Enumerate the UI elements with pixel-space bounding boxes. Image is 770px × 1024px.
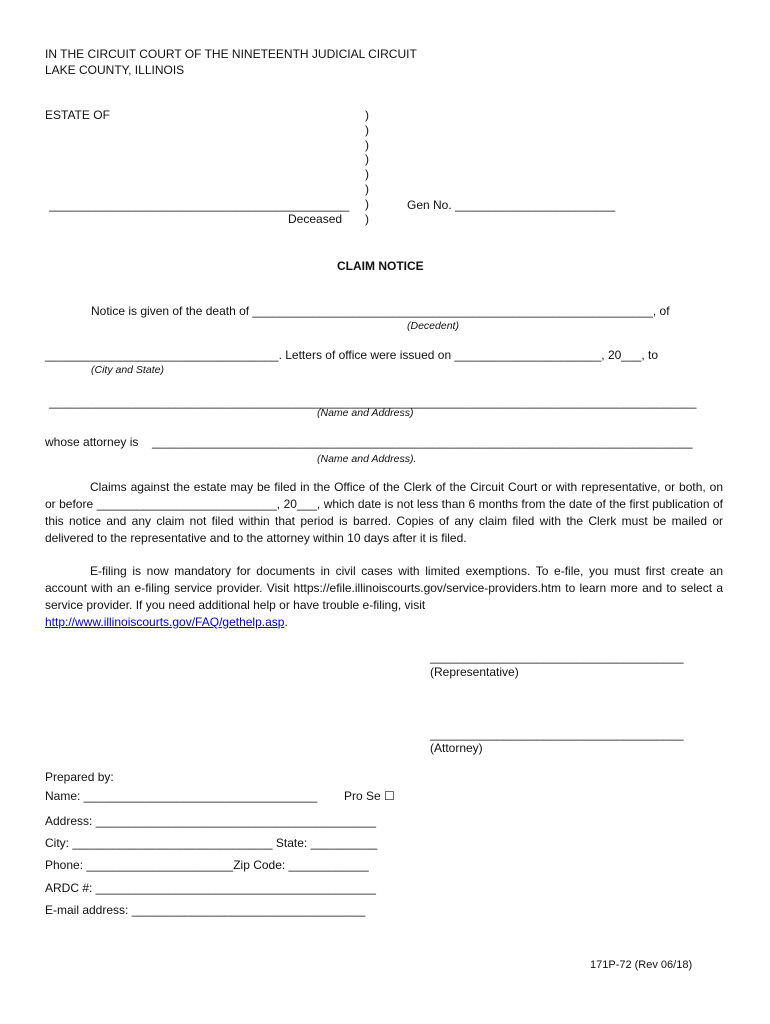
email-field[interactable]: E-mail address: ___________________________________: [45, 903, 366, 917]
paren: ): [365, 196, 369, 211]
paren: ): [365, 122, 369, 137]
name-field[interactable]: Name: ___________________________________: [45, 789, 318, 803]
paren: ): [365, 167, 369, 182]
city-state-caption: (City and State): [91, 364, 164, 376]
county-heading: LAKE COUNTY, ILLINOIS: [45, 63, 185, 77]
paren: ): [365, 137, 369, 152]
efiling-paragraph: [45, 563, 723, 631]
page-title: CLAIM NOTICE: [337, 259, 424, 273]
paren: ): [365, 181, 369, 196]
efiling-text: E-filing is now mandatory for documents in civil cases with limited exemptions. To e-file, you must first create an account with an e-filing service provider. Visit https://efile.illinoiscourts.gov/service-providers.htm to learn more and to select a service provider. If you need additional help or have trouble e-filing, visit: [45, 564, 723, 612]
paren: ): [365, 108, 369, 122]
representative-signature-line[interactable]: ______________________________________: [430, 650, 684, 664]
claims-paragraph: [45, 479, 723, 547]
attorney-line[interactable]: _________________________________________________________________________________: [152, 435, 693, 449]
decedent-name-line[interactable]: _____________________________________________: [49, 198, 350, 212]
attorney-signature-line[interactable]: ______________________________________: [430, 727, 684, 741]
court-heading: IN THE CIRCUIT COURT OF THE NINETEENTH JUDICIAL CIRCUIT: [45, 47, 417, 61]
city-state-field[interactable]: City: ______________________________ State: __________: [45, 836, 378, 850]
pro-se-checkbox[interactable]: Pro Se ☐: [344, 789, 395, 803]
name-address-caption-2: (Name and Address).: [317, 453, 417, 465]
attorney-label: whose attorney is: [45, 435, 139, 449]
estate-of-label: ESTATE OF: [45, 108, 110, 122]
name-address-caption: (Name and Address): [317, 407, 414, 419]
gen-no-field[interactable]: Gen No. ________________________: [407, 198, 616, 212]
help-link[interactable]: http://www.illinoiscourts.gov/FAQ/gethelp.asp: [45, 615, 285, 629]
phone-zip-field[interactable]: Phone: ______________________Zip Code: ____________: [45, 858, 369, 872]
attorney-signature-label: (Attorney): [430, 741, 483, 755]
claims-text: Claims against the estate may be filed in the Office of the Clerk of the Circuit Court or with representative, or both, on or before ___________________________, 20___, which date is not less than 6 months from the date of the first publication of this notice and any claim not filed within that period is barred. Copies of any claim filed with the Clerk must be mailed or delivered to the representative and to the attorney within 10 days after it is filed.: [45, 480, 723, 545]
deceased-label: Deceased: [288, 212, 343, 226]
period: .: [284, 615, 288, 629]
letters-line[interactable]: ___________________________________. Letters of office were issued on ______________________, 20___, to: [45, 348, 658, 362]
ardc-field[interactable]: ARDC #: __________________________________________: [45, 881, 376, 895]
representative-label: (Representative): [430, 665, 519, 679]
representative-name-line[interactable]: _________________________________________________________________________________________________: [49, 395, 697, 409]
form-number: 171P-72 (Rev 06/18): [590, 959, 693, 971]
paren: ): [365, 152, 369, 167]
paren: ): [365, 211, 369, 226]
prepared-by-heading: Prepared by:: [45, 770, 114, 784]
decedent-caption: (Decedent): [407, 320, 459, 332]
death-notice-line[interactable]: Notice is given of the death of ____________________________________________________________, of: [91, 304, 670, 318]
address-field[interactable]: Address: __________________________________________: [45, 814, 376, 828]
caption-parens: [365, 108, 375, 226]
